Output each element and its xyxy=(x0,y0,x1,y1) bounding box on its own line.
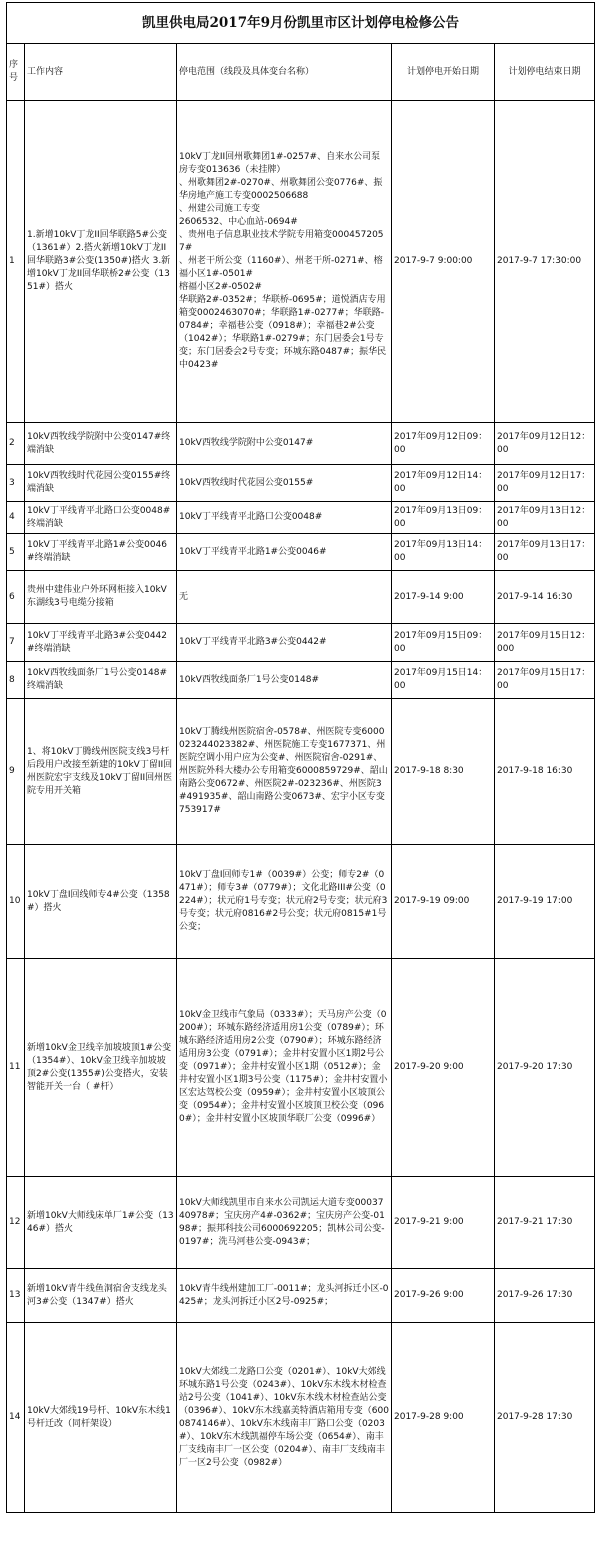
table-row xyxy=(7,502,595,534)
header-work: 工作内容 xyxy=(25,44,177,101)
header-start: 计划停电开始日期 xyxy=(392,44,495,101)
row-start: 2017年09月15日09：00 xyxy=(392,624,495,662)
row-end: 2017年09月15日17：00 xyxy=(495,662,595,699)
table-row xyxy=(7,1269,595,1323)
row-no: 9 xyxy=(7,699,25,845)
table-row xyxy=(7,1177,595,1269)
table-row xyxy=(7,624,595,662)
row-work: 10kV丁平线青平北路口公变0048#终端消缺 xyxy=(25,502,177,534)
row-no: 11 xyxy=(7,959,25,1177)
row-work: 1.新增10kV丁龙II回华联路5#公变（1361#）2.搭火新增10kV丁龙II回华联路3#公变(1350#)搭火 3.新增10kV丁龙II回华联桥2#公变（1351#）搭火 xyxy=(25,101,177,423)
row-start: 2017-9-20 9:00 xyxy=(392,959,495,1177)
row-work: 新增10kV大师线床单厂1#公变（1346#）搭火 xyxy=(25,1177,177,1269)
row-range: 10kV丁平线青平北路3#公变0442# xyxy=(177,624,392,662)
row-no: 8 xyxy=(7,662,25,699)
row-end: 2017-9-28 17:30 xyxy=(495,1323,595,1513)
table-row xyxy=(7,571,595,624)
row-no: 6 xyxy=(7,571,25,624)
row-start: 2017-9-26 9:00 xyxy=(392,1269,495,1323)
outage-notice-table xyxy=(6,2,595,1513)
table-row xyxy=(7,662,595,699)
row-range: 10kV丁盘I回师专1#（0039#）公变；师专2#（0471#）；师专3#（0779#）；文化北路III#公变（0224#）；状元府1号专变；状元府2号专变；状元府3号专变；状元府0816#2号公变；状元府0815#1号公变； xyxy=(177,845,392,959)
row-work: 10kV西牧线时代花园公变0155#终端消缺 xyxy=(25,465,177,502)
row-no: 7 xyxy=(7,624,25,662)
row-work: 10kV大郊线19号杆、10kV东木线1号杆迁改（同杆架设） xyxy=(25,1323,177,1513)
row-work: 10kV西牧线学院附中公变0147#终端消缺 xyxy=(25,423,177,465)
header-range: 停电范围（线段及具体变台名称） xyxy=(177,44,392,101)
row-end: 2017-9-26 17:30 xyxy=(495,1269,595,1323)
table-row xyxy=(7,1323,595,1513)
row-range: 10kV丁腾线州医院宿舍-0578#、州医院专变6000023244023382#、州医院施工专变1677371、州医院空调小用户应为公变#、州医院宿舍-0291#、州医院外科大楼办公专用箱变6000859729#、韶山南路公变0672#、州医院2#-023236#、州医院3#491935#、韶山南路公变0673#、宏宇小区专变753917# xyxy=(177,699,392,845)
page-title: 凯里供电局2017年9月份凯里市区计划停电检修公告 xyxy=(7,3,595,44)
row-range: 10kV西牧线面条厂1号公变0148# xyxy=(177,662,392,699)
row-start: 2017年09月13日09：00 xyxy=(392,502,495,534)
row-end: 2017年09月12日17：00 xyxy=(495,465,595,502)
row-range: 10kV金卫线市气象局（0333#）；天马房产公变（0200#）；环城东路经济适用房1公变（0789#）；环城东路经济适用房2公变（0790#）；环城东路经济适用房3公变（0791#）；金井村安置小区1期2号公变（0971#）；金井村安置小区1期（0512#）；金井村安置小区1期3号公变（1175#）；金井村安置小区宏达驾校公变（0959#）；金井村安置小区坡顶公变（0954#）；金井村安置小区坡顶卫校公变（0960#）；金井村安置小区坡顶华联厂公变（0996#） xyxy=(177,959,392,1177)
row-no: 1 xyxy=(7,101,25,423)
row-end: 2017年09月15日12：000 xyxy=(495,624,595,662)
row-work: 10kV丁盘I回线师专4#公变（1358#）搭火 xyxy=(25,845,177,959)
row-no: 12 xyxy=(7,1177,25,1269)
header-no: 序号 xyxy=(7,44,25,101)
row-start: 2017-9-28 9:00 xyxy=(392,1323,495,1513)
row-no: 3 xyxy=(7,465,25,502)
row-start: 2017-9-19 09:00 xyxy=(392,845,495,959)
row-end: 2017年09月13日12：00 xyxy=(495,502,595,534)
row-start: 2017-9-7 9:00:00 xyxy=(392,101,495,423)
header-row xyxy=(7,44,595,101)
table-row xyxy=(7,845,595,959)
row-range: 10kV大师线凯里市自来水公司凯运大道专变0003740978#；宝庆房产4#-0362#；宝庆房产公变-0198#；振邦科技公司6000692205；凯林公司公变-0197#；洗马河巷公变-0943#； xyxy=(177,1177,392,1269)
row-work: 10kV西牧线面条厂1号公变0148#终端消缺 xyxy=(25,662,177,699)
row-work: 贵州中建伟业户外环网柜接入10kV东湖线3号电缆分接箱 xyxy=(25,571,177,624)
row-range: 10kV丁平线青平北路口公变0048# xyxy=(177,502,392,534)
table-row xyxy=(7,423,595,465)
row-end: 2017-9-18 16:30 xyxy=(495,699,595,845)
row-work: 新增10kV金卫线辛加坡坡顶1#公变（1354#）、10kV金卫线辛加坡坡顶2#公变(1355#)公变搭火，安装智能开关一台（ #杆） xyxy=(25,959,177,1177)
row-start: 2017年09月13日14：00 xyxy=(392,534,495,571)
row-end: 2017-9-14 16:30 xyxy=(495,571,595,624)
header-end: 计划停电结束日期 xyxy=(495,44,595,101)
row-no: 10 xyxy=(7,845,25,959)
row-start: 2017-9-21 9:00 xyxy=(392,1177,495,1269)
row-range: 10kV丁龙II回州歌舞团1#-0257#、自来水公司泵房专变013636（未挂牌） 、州歌舞团2#-0270#、州歌舞团公变0776#、振华房地产施工专变0002506688 、州建公司施工专变 2606532、中心血站-0694# 、贵州电子信息职业技术学院专用箱变0004572057# 、州老干所公变（1160#）、州老干所-0271#、榕福小区1#-0501# 榕福小区2#-0502# 华联路2#-0352#；华联桥-0695#；道悦酒店专用箱变0002463070#；华联路1#-0277#；华联路-0784#；幸福巷公变（0918#）；幸福巷2#公变（1042#）；华联路1#-0279#；东门居委会1号专变；东门居委会2号专变；环城东路0487#；振华民中0423# xyxy=(177,101,392,423)
table-row xyxy=(7,465,595,502)
row-work: 新增10kV青牛线鱼洞宿舍支线龙头河3#公变（1347#）搭火 xyxy=(25,1269,177,1323)
row-start: 2017年09月12日09：00 xyxy=(392,423,495,465)
table-row xyxy=(7,959,595,1177)
row-work: 10kV丁平线青平北路1#公变0046#终端消缺 xyxy=(25,534,177,571)
row-end: 2017年09月13日17：00 xyxy=(495,534,595,571)
row-no: 5 xyxy=(7,534,25,571)
row-work: 1、将10kV丁腾线州医院支线3号杆后段用户改接至新建的10kV丁留II回州医院宏宇支线及10kV丁留II回州医院专用开关箱 xyxy=(25,699,177,845)
row-end: 2017-9-20 17:30 xyxy=(495,959,595,1177)
row-start: 2017-9-18 8:30 xyxy=(392,699,495,845)
table-row xyxy=(7,534,595,571)
title-row xyxy=(7,3,595,44)
row-start: 2017-9-14 9:00 xyxy=(392,571,495,624)
table-row xyxy=(7,699,595,845)
row-start: 2017年09月15日14：00 xyxy=(392,662,495,699)
row-range: 10kV大郊线二龙路口公变（0201#）、10kV大郊线环城东路1号公变（0243#）、10kV东木线木材检查站2号公变（1041#）、10kV东木线木材检查站公变（0396#）、10kV东木线嘉美特酒店箱用专变（6000874146#）、10kV东木线南丰厂路口公变（0203#）、10kV东木线凯福停车场公变（0654#）、南丰厂支线南丰厂一区公变（0204#）、南丰厂支线南丰厂一区2号公变（0982#） xyxy=(177,1323,392,1513)
row-range: 无 xyxy=(177,571,392,624)
row-end: 2017-9-19 17:00 xyxy=(495,845,595,959)
row-range: 10kV丁平线青平北路1#公变0046# xyxy=(177,534,392,571)
row-no: 2 xyxy=(7,423,25,465)
row-start: 2017年09月12日14：00 xyxy=(392,465,495,502)
row-no: 14 xyxy=(7,1323,25,1513)
row-range: 10kV西牧线学院附中公变0147# xyxy=(177,423,392,465)
row-range: 10kV西牧线时代花园公变0155# xyxy=(177,465,392,502)
row-end: 2017年09月12日12：00 xyxy=(495,423,595,465)
row-no: 13 xyxy=(7,1269,25,1323)
row-no: 4 xyxy=(7,502,25,534)
row-end: 2017-9-21 17:30 xyxy=(495,1177,595,1269)
table-row xyxy=(7,101,595,423)
row-range: 10kV青牛线州建加工厂-0011#；龙头河拆迁小区-0425#；龙头河拆迁小区2号-0925#； xyxy=(177,1269,392,1323)
row-end: 2017-9-7 17:30:00 xyxy=(495,101,595,423)
row-work: 10kV丁平线青平北路3#公变0442#终端消缺 xyxy=(25,624,177,662)
